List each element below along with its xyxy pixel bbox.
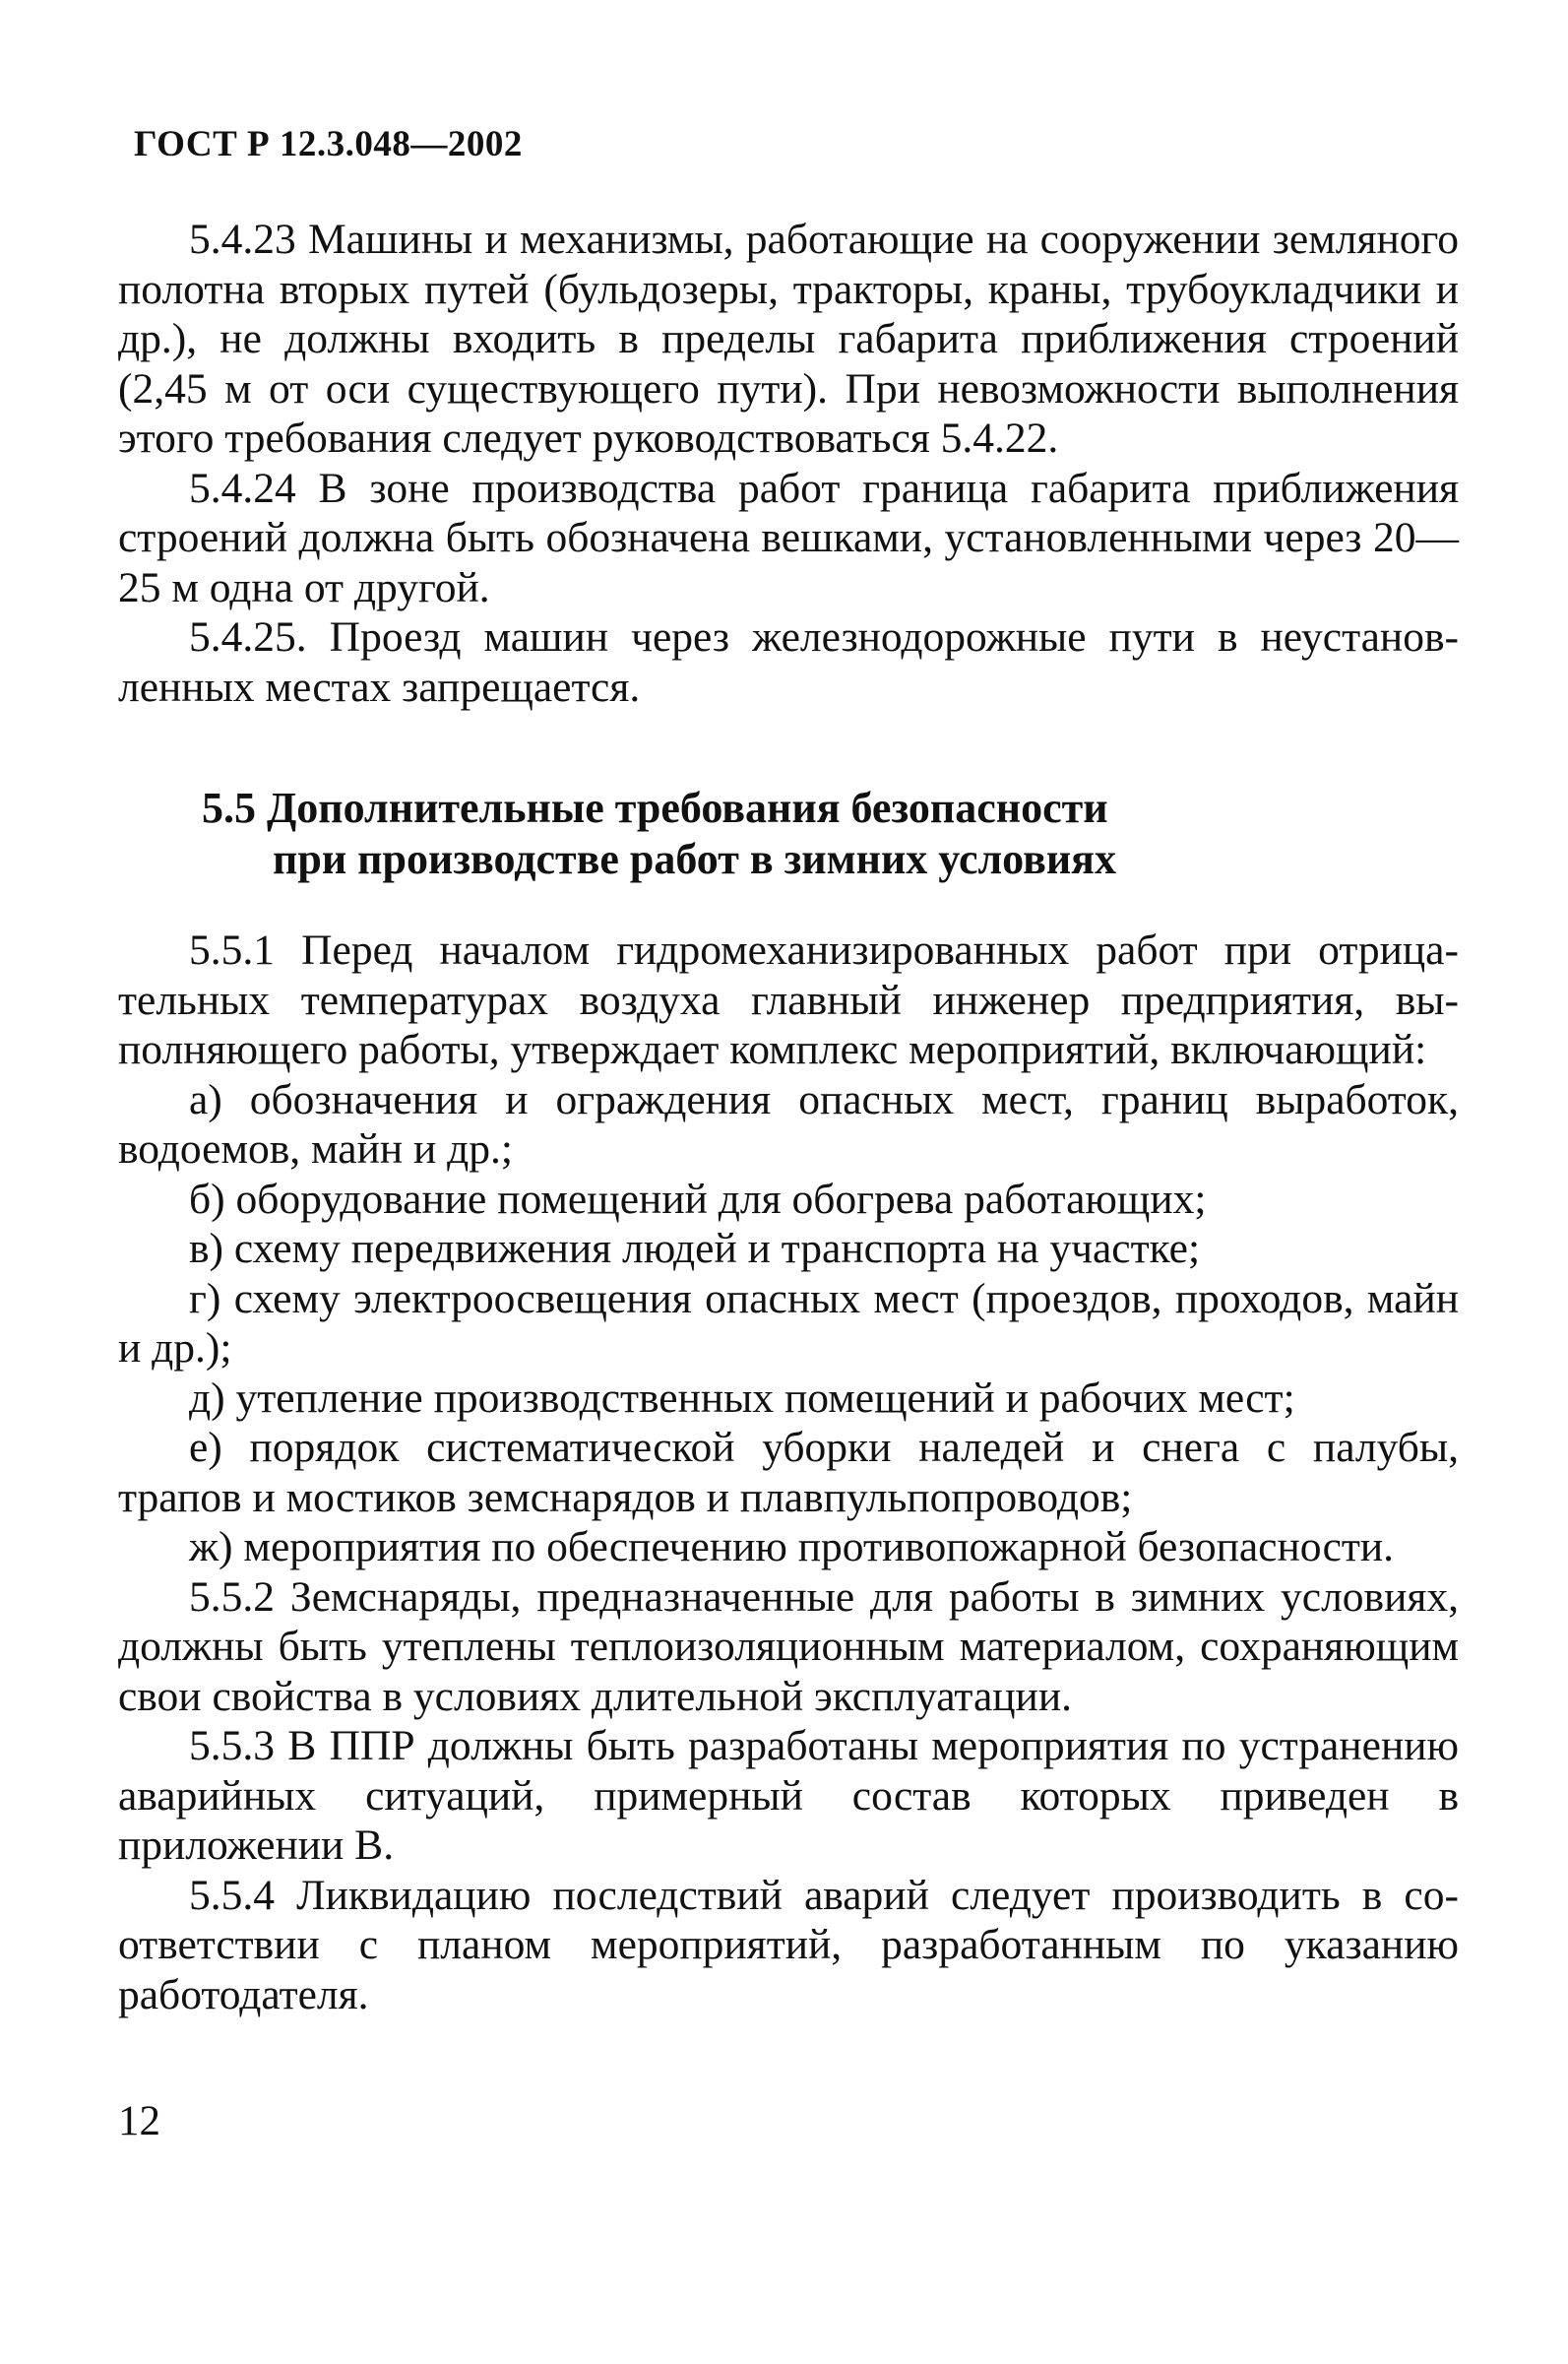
paragraph-5-4-24: 5.4.24 В зоне производства работ граница габарита приближения строений должна быть обозначена вешками, установленными через 20—25 м одна от другой. bbox=[118, 464, 1459, 611]
document-code-header: ГОСТ Р 12.3.048—2002 bbox=[134, 124, 523, 164]
list-item-v: в) схему передвижения людей и транспорта на участке; bbox=[189, 1225, 1201, 1272]
paragraph-5-5-1: 5.5.1 Перед началом гидромеханизированных работ при отрицательных температурах воздуха главный инженер предприятия, выполняющего работы, утверждает комплекс мероприятий, включающий: bbox=[118, 926, 1459, 1073]
list-item-g: г) схему электроосвещения опасных мест (проездов, проходов, майн и др.); bbox=[118, 1274, 1459, 1372]
list-item-a: а) обозначения и ограждения опасных мест, границ выработок, водоемов, майн и др.; bbox=[118, 1075, 1459, 1173]
page-number: 12 bbox=[118, 2098, 160, 2144]
paragraph-5-5-2: 5.5.2 Земснаряды, предназначенные для работы в зимних условиях, должны быть утеплены теплоизоляционным материалом, сохраняющим свои свойства в условиях длительной эксплуатации. bbox=[118, 1572, 1459, 1720]
section-5-4-text bbox=[118, 215, 1459, 712]
section-heading-line-2: при производстве работ в зимних условиях bbox=[273, 835, 1116, 883]
section-heading-line-1: 5.5 Дополнительные требования безопасности bbox=[202, 784, 1108, 832]
list-item-b: б) оборудование помещений для обогрева работающих; bbox=[189, 1175, 1207, 1223]
section-5-5-heading bbox=[202, 783, 1383, 885]
list-item-zh: ж) мероприятия по обеспечению противопожарной безопасности. bbox=[189, 1523, 1395, 1570]
paragraph-5-4-25: 5.4.25. Проезд машин через железнодорожные пути в неустановленных местах запрещается. bbox=[118, 613, 1459, 711]
paragraph-5-4-23: 5.4.23 Машины и механизмы, работающие на сооружении земляного полотна вторых путей (бульдозеры, тракторы, краны, трубоукладчики и др.), не должны входить в пределы габарита приближения строений (2,45 м от оси существующего пути). При невозможности выполнения этого требования следует руководствоваться 5.4.22. bbox=[118, 216, 1459, 462]
paragraph-5-5-3: 5.5.3 В ППР должны быть разработаны мероприятия по устранению аварийных ситуаций, примерный состав которых приведен в приложении В. bbox=[118, 1722, 1459, 1869]
list-item-e: е) порядок систематической уборки наледей и снега с палубы, трапов и мостиков земснарядов и плавпульпопроводов; bbox=[118, 1424, 1459, 1521]
list-item-d: д) утепление производственных помещений и рабочих мест; bbox=[189, 1374, 1295, 1422]
paragraph-5-5-4: 5.5.4 Ликвидацию последствий аварий следует производить в соответствии с планом мероприятий, разработанным по указанию работодателя. bbox=[118, 1871, 1459, 2018]
section-5-5-text bbox=[118, 926, 1459, 2019]
